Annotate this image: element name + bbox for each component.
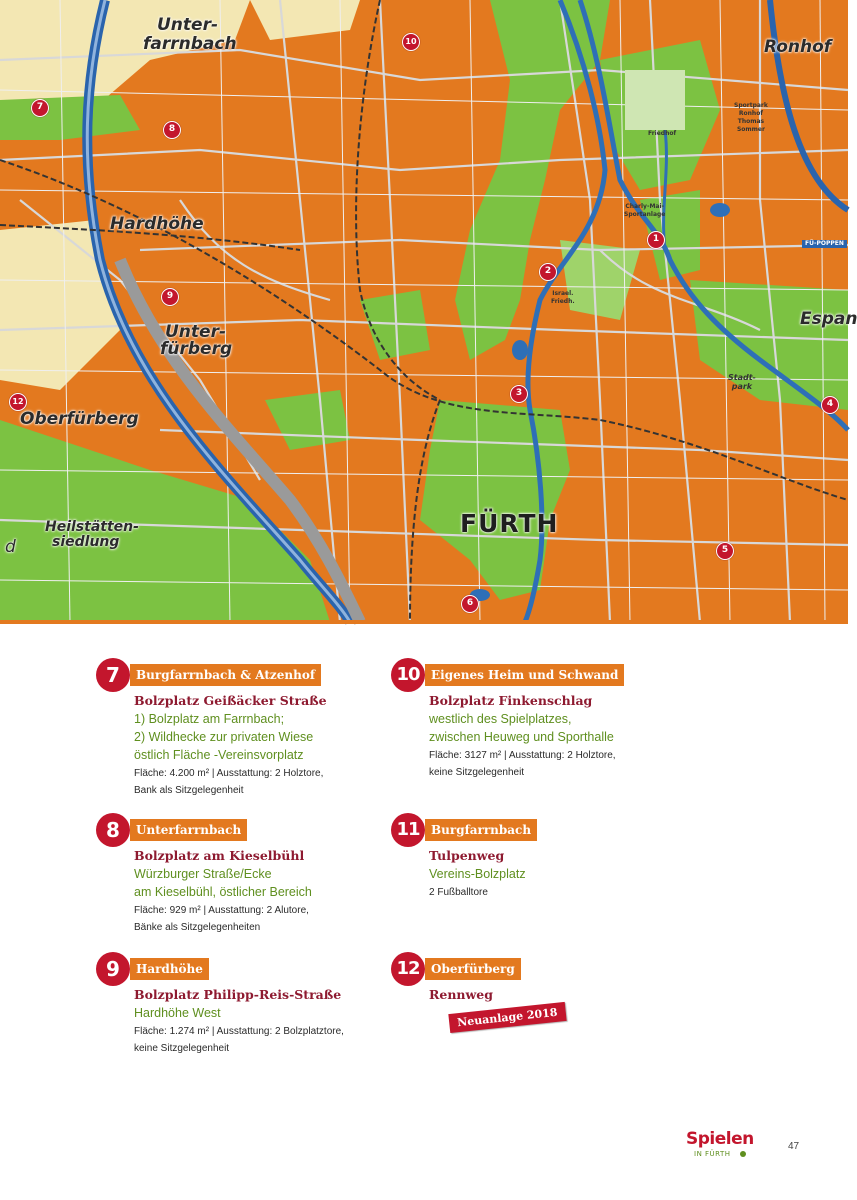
entry-meta-line: keine Sitzgelegenheit bbox=[429, 767, 525, 778]
poi-israel-friedhof bbox=[551, 290, 575, 306]
entry-district: Oberfürberg bbox=[425, 958, 521, 980]
entry-title: Tulpenweg bbox=[429, 848, 505, 863]
map-marker[interactable]: 1 bbox=[647, 231, 665, 249]
entry-body bbox=[429, 986, 729, 1030]
poi-sportpark-line: Thomas bbox=[737, 118, 765, 125]
new-badge: Neuanlage 2018 bbox=[448, 1002, 566, 1033]
legend-entry bbox=[96, 952, 426, 1062]
entry-description-line: Vereins-Bolzplatz bbox=[429, 867, 526, 881]
entry-title: Bolzplatz Philipp-Reis-Straße bbox=[134, 987, 342, 1002]
legend-entry bbox=[391, 658, 721, 788]
map-marker[interactable]: 7 bbox=[31, 99, 49, 117]
place-label-unterfuerberg-1: Unter- bbox=[165, 322, 227, 342]
poi-israel-friedhof-line: Israel. bbox=[552, 290, 574, 297]
entry-description-line: westlich des Spielplatzes, bbox=[429, 712, 572, 726]
pond bbox=[512, 340, 528, 360]
entry-meta-line: Fläche: 1.274 m² | Ausstattung: 2 Bolzplatztore, bbox=[134, 1026, 344, 1037]
poi-charly-mai bbox=[624, 203, 665, 219]
entry-description bbox=[134, 1004, 434, 1022]
legend-entry bbox=[96, 813, 426, 933]
entry-number: 8 bbox=[96, 813, 130, 847]
entry-meta bbox=[429, 884, 729, 901]
entry-body bbox=[134, 692, 434, 799]
place-label-ronhof: Ronhof bbox=[764, 37, 832, 57]
legend-entry bbox=[391, 813, 721, 913]
entry-district: Unterfarrnbach bbox=[130, 819, 247, 841]
map-divider bbox=[0, 620, 848, 624]
entry-meta-line: Bänke als Sitzgelegenheiten bbox=[134, 922, 261, 933]
entry-meta bbox=[134, 902, 434, 936]
page-number: 47 bbox=[788, 1141, 800, 1152]
map-marker[interactable]: 9 bbox=[161, 288, 179, 306]
entry-description bbox=[429, 865, 729, 883]
poi-friedhof: Friedhof bbox=[648, 130, 677, 137]
entry-meta-line: Fläche: 3127 m² | Ausstattung: 2 Holztore, bbox=[429, 750, 616, 761]
entry-number: 9 bbox=[96, 952, 130, 986]
entry-body bbox=[429, 692, 729, 781]
map-marker[interactable]: 3 bbox=[510, 385, 528, 403]
entry-title: Bolzplatz Geißäcker Straße bbox=[134, 693, 327, 708]
place-label-edge: d bbox=[5, 537, 16, 557]
entry-description-line: Würzburger Straße/Ecke bbox=[134, 867, 272, 881]
place-label-espan: Espan bbox=[800, 309, 857, 329]
place-label-oberfuerberg: Oberfürberg bbox=[20, 409, 139, 429]
place-label-fuerth: FÜRTH bbox=[460, 509, 559, 538]
entry-number: 7 bbox=[96, 658, 130, 692]
poi-sportpark-line: Sommer bbox=[736, 126, 765, 133]
poi-sportpark-line: Sportpark bbox=[734, 102, 768, 109]
entry-district: Hardhöhe bbox=[130, 958, 209, 980]
place-label-heilstaetten-1: Heilstätten- bbox=[45, 519, 139, 535]
poi-fue-poppenreuth: FÜ-POPPEN bbox=[802, 240, 847, 248]
spielen-in-fuerth-logo bbox=[684, 1128, 764, 1168]
entry-district: Burgfarrnbach & Atzenhof bbox=[130, 664, 321, 686]
place-label-unterfuerberg-2: fürberg bbox=[160, 339, 233, 359]
map-marker[interactable]: 12 bbox=[9, 393, 27, 411]
poi-stadtpark-line: park bbox=[731, 382, 753, 391]
entry-body bbox=[134, 986, 434, 1057]
entry-number: 12 bbox=[391, 952, 425, 986]
map-marker[interactable]: 4 bbox=[821, 396, 839, 414]
entry-title: Bolzplatz Finkenschlag bbox=[429, 693, 593, 708]
entry-description bbox=[134, 710, 434, 764]
legend-entry bbox=[391, 952, 721, 1042]
entry-description-line: 2) Wildhecke zur privaten Wiese bbox=[134, 730, 314, 744]
entry-meta-line: Fläche: 4.200 m² | Ausstattung: 2 Holztore, bbox=[134, 768, 324, 779]
entry-meta-line: Fläche: 929 m² | Ausstattung: 2 Alutore, bbox=[134, 905, 309, 916]
poi-israel-friedhof-line: Friedh. bbox=[551, 298, 575, 305]
place-label-heilstaetten-2: siedlung bbox=[52, 534, 120, 550]
logo-tagline: IN FÜRTH bbox=[694, 1150, 731, 1158]
entry-body bbox=[134, 847, 434, 936]
entry-meta-line: keine Sitzgelegenheit bbox=[134, 1043, 230, 1054]
poi-charly-mai-line: Sportanlage bbox=[624, 211, 666, 218]
pond bbox=[710, 203, 730, 217]
entry-meta-line: 2 Fußballtore bbox=[429, 887, 488, 898]
place-label-unterfarrnbach-2: farrnbach bbox=[143, 34, 237, 54]
entry-description-line: östlich Fläche -Vereinsvorplatz bbox=[134, 748, 304, 762]
entry-body bbox=[429, 847, 729, 901]
entry-description-line: 1) Bolzplatz am Farrnbach; bbox=[134, 712, 285, 726]
map-marker[interactable]: 6 bbox=[461, 595, 479, 613]
entry-meta bbox=[134, 1023, 434, 1057]
map-marker[interactable]: 10 bbox=[402, 33, 420, 51]
legend-entry bbox=[96, 658, 426, 798]
map-marker[interactable]: 8 bbox=[163, 121, 181, 139]
entry-description bbox=[134, 865, 434, 901]
cemetery bbox=[625, 70, 685, 130]
poi-sportpark-line: Ronhof bbox=[738, 110, 763, 117]
poi-stadtpark-line: Stadt- bbox=[728, 373, 756, 382]
entry-description bbox=[429, 710, 729, 746]
entry-number: 10 bbox=[391, 658, 425, 692]
place-label-unterfarrnbach-1: Unter- bbox=[157, 15, 219, 35]
poi-stadtpark bbox=[728, 373, 756, 391]
entry-number: 11 bbox=[391, 813, 425, 847]
map-marker[interactable]: 2 bbox=[539, 263, 557, 281]
logo-wordmark: Spielen bbox=[686, 1129, 754, 1149]
entry-description-line: Hardhöhe West bbox=[134, 1006, 221, 1020]
entry-title: Bolzplatz am Kieselbühl bbox=[134, 848, 305, 863]
map-marker[interactable]: 5 bbox=[716, 542, 734, 560]
entry-district: Eigenes Heim und Schwand bbox=[425, 664, 624, 686]
entry-meta bbox=[134, 765, 434, 799]
entry-meta-line: Bank als Sitzgelegenheit bbox=[134, 785, 244, 796]
entry-district: Burgfarrnbach bbox=[425, 819, 537, 841]
entry-description-line: zwischen Heuweg und Sporthalle bbox=[429, 730, 614, 744]
place-label-hardhoehe: Hardhöhe bbox=[110, 214, 204, 234]
entry-meta bbox=[429, 747, 729, 781]
entry-title: Rennweg bbox=[429, 987, 493, 1002]
poi-charly-mai-line: Charly-Mai- bbox=[625, 203, 665, 210]
poi-sportpark bbox=[734, 102, 768, 134]
entry-description-line: am Kieselbühl, östlicher Bereich bbox=[134, 885, 312, 899]
logo-dot-icon bbox=[740, 1151, 746, 1157]
